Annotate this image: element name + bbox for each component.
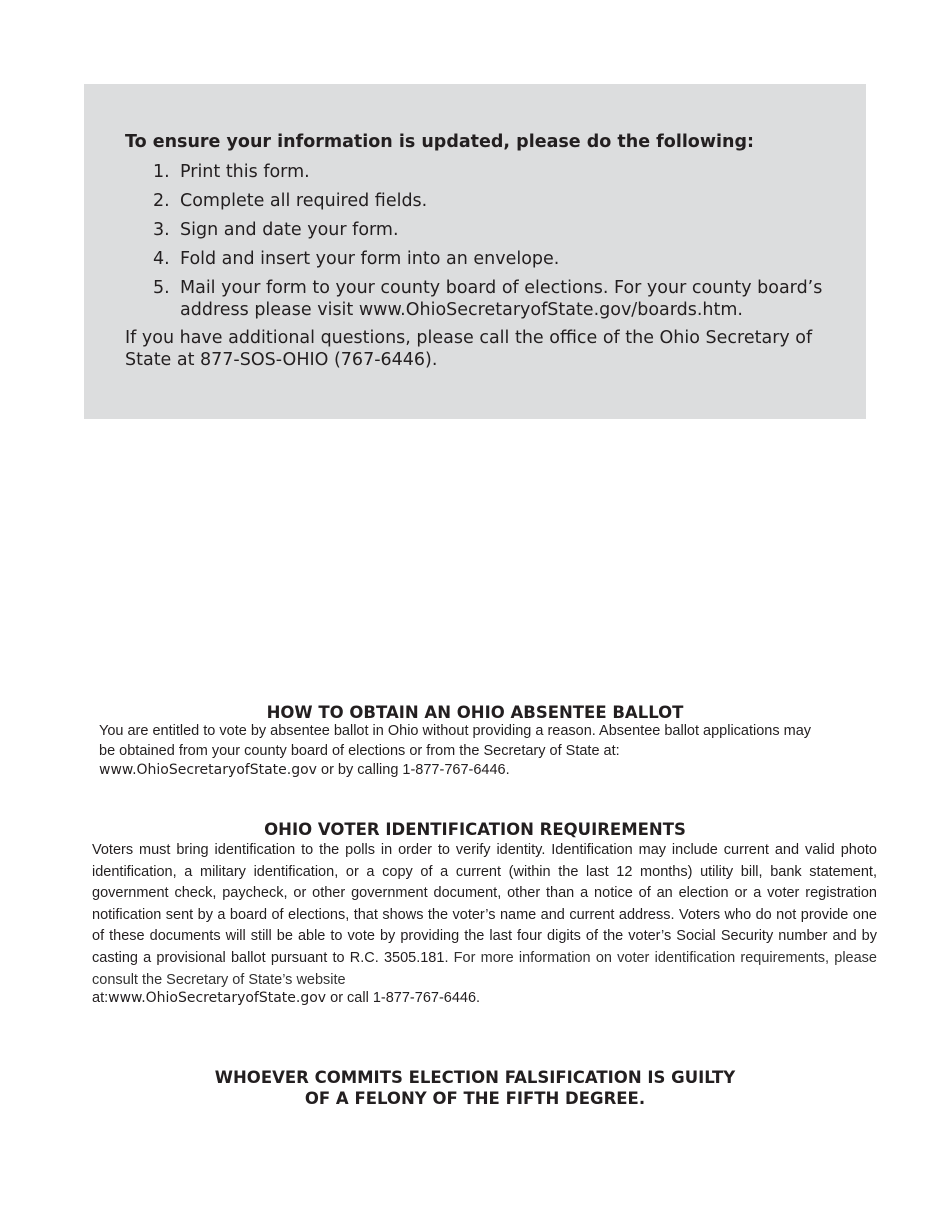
at-prefix: at: <box>92 990 109 1006</box>
absentee-line-3 <box>99 761 879 781</box>
absentee-phone: or by calling 1-877-767-6446. <box>316 762 510 778</box>
list-item <box>153 187 824 216</box>
falsification-warning <box>0 1067 950 1109</box>
sos-website-link[interactable]: www.OhioSecretaryofState.gov <box>99 762 317 778</box>
step-text: Mail your form to your county board of elections. For your county board’s address please visit www.OhioSecretaryofState.gov/boards.htm. <box>180 278 823 320</box>
step-number: 5. <box>153 278 170 298</box>
instructions-box <box>84 84 866 419</box>
step-text: Fold and insert your form into an envelope. <box>180 249 560 269</box>
absentee-line-1: You are entitled to vote by absentee ballot in Ohio without providing a reason. Absentee ballot applications may <box>99 723 812 739</box>
sos-website-link[interactable]: www.OhioSecretaryofState.gov <box>108 990 327 1006</box>
step-text: Complete all required fields. <box>180 191 428 211</box>
absentee-title: HOW TO OBTAIN AN OHIO ABSENTEE BALLOT <box>266 703 684 722</box>
warning-line-1: WHOEVER COMMITS ELECTION FALSIFICATION IS GUILTY <box>214 1068 736 1087</box>
list-item <box>153 158 824 187</box>
list-item <box>153 245 824 274</box>
instructions-heading: To ensure your information is updated, please do the following: <box>125 132 754 152</box>
contact-info: If you have additional questions, please call the office of the Ohio Secretary of State at 877-SOS-OHIO (767-6446). <box>125 328 813 370</box>
steps-list <box>125 158 824 321</box>
step-number: 1. <box>153 162 170 182</box>
warning-line-2: OF A FELONY OF THE FIFTH DEGREE. <box>304 1089 646 1108</box>
step-number: 2. <box>153 191 170 211</box>
step-number: 4. <box>153 249 170 269</box>
list-item <box>153 216 824 245</box>
absentee-text <box>99 722 879 781</box>
voter-id-phone: or call 1-877-767-6446. <box>326 990 481 1006</box>
voter-id-text <box>92 840 877 991</box>
list-item <box>153 274 824 321</box>
step-text: Print this form. <box>180 162 310 182</box>
voter-id-more-info: For more information on voter identification requirements, please consult the Secretary of State’s website <box>92 949 877 988</box>
step-text: Sign and date your form. <box>180 220 399 240</box>
absentee-line-2: be obtained from your county board of elections or from the Secretary of State at: <box>99 742 620 759</box>
voter-id-title: OHIO VOTER IDENTIFICATION REQUIREMENTS <box>264 820 686 839</box>
step-number: 3. <box>153 220 170 240</box>
voter-id-contact <box>92 989 877 1009</box>
voter-id-paragraph: Voters must bring identification to the polls in order to verify identity. Identification may include current and valid photo identification, a military identification, or a copy of a current (within the last 12 months) utility bill, bank statement, government check, paycheck, or other government document, other than a notice of an election or a voter registration notification sent by a board of elections, that shows the voter’s name and current address. Voters who do not provide one of these documents will still be able to vote by providing the last four digits of the voter’s Social Security number and by casting a provisional ballot pursuant to R.C. 3505.181. <box>92 842 877 966</box>
